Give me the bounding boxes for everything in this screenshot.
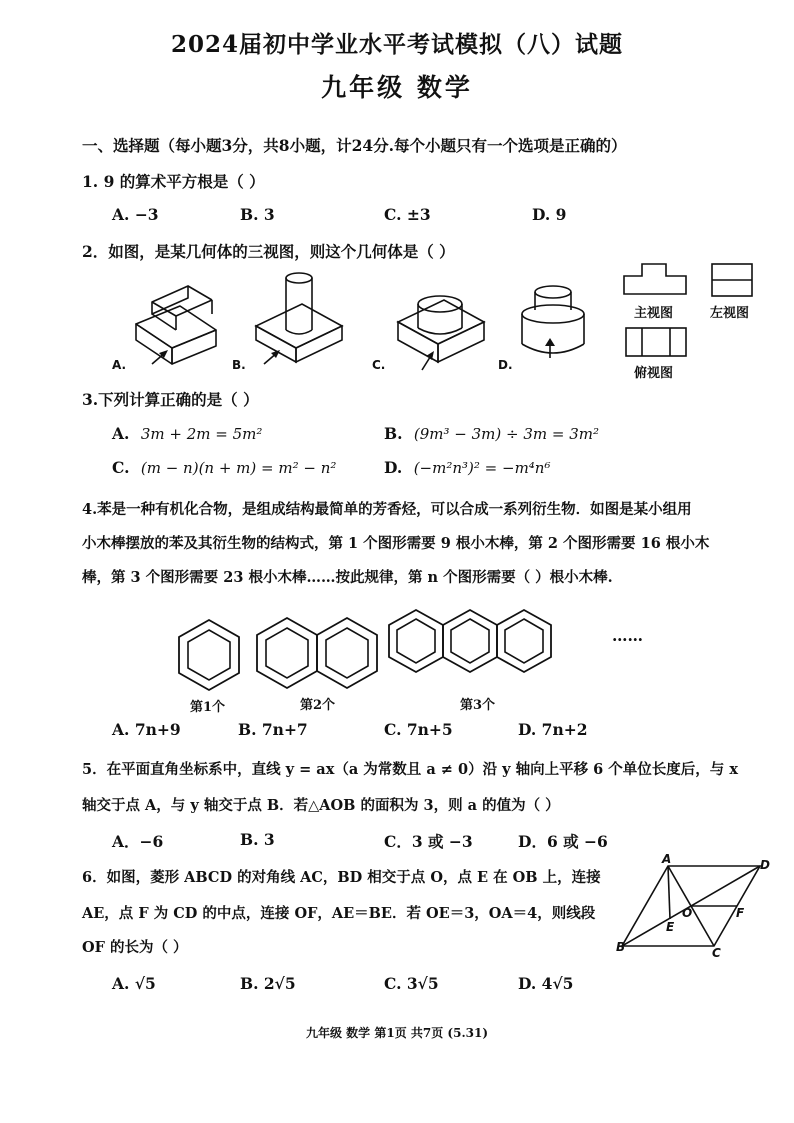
- q2-solid-a: [132, 292, 222, 372]
- q3-option-c: [112, 458, 336, 477]
- q2-label-b: B.: [232, 358, 246, 372]
- q2-left-view-label: 左视图: [710, 306, 750, 321]
- q2-left-view: [710, 262, 754, 298]
- q5-line-2: 轴交于点 A，与 y 轴交于点 B．若△AOB 的面积为 3，则 a 的值为（ ）: [82, 797, 560, 814]
- q2-top-view-label: 俯视图: [634, 366, 674, 381]
- q2-label-a: A.: [112, 358, 127, 372]
- q4-figure-1: [176, 618, 242, 694]
- q2-solid-d: [520, 284, 586, 364]
- q6-point-b: B: [616, 940, 626, 954]
- q5-option-b: B. 3: [240, 830, 275, 849]
- exam-subtitle: 九年级 数学: [321, 73, 473, 102]
- q3-option-b-expr: (9m³ − 3m) ÷ 3m = 3m²: [413, 425, 600, 443]
- q4-line-2: 小木棒摆放的苯及其衍生物的结构式，第 1 个图形需要 9 根小木棒，第 2 个图形需要 16 根小木: [82, 535, 710, 552]
- q4-option-c: C. 7n+5: [384, 720, 453, 739]
- q3-option-b: [384, 424, 599, 443]
- q3-option-d: [384, 458, 550, 477]
- q5-option-a: A．−6: [112, 832, 164, 851]
- q6-point-d: D: [760, 858, 770, 872]
- q6-point-e: E: [666, 920, 675, 934]
- q3-option-a: [112, 424, 262, 443]
- q4-figure-1-label: 第1个: [190, 700, 226, 715]
- exam-title: 2024届初中学业水平考试模拟（八）试题: [170, 31, 623, 58]
- q2-label-c: C.: [372, 358, 386, 372]
- q6-point-o: O: [682, 906, 693, 920]
- q1-option-b: B. 3: [240, 205, 275, 224]
- q1-option-d: D. 9: [532, 205, 567, 224]
- q6-line-2: AE，点 F 为 CD 的中点，连接 OF，AE＝BE．若 OE＝3，OA＝4，则线段: [82, 905, 596, 922]
- q2-stem: 2．如图，是某几何体的三视图，则这个几何体是（ ）: [82, 242, 455, 261]
- q4-line-3: 棒，第 3 个图形需要 23 根小木棒……按此规律，第 n 个图形需要（ ）根小木棒.: [82, 569, 613, 586]
- q2-solid-b: [250, 268, 350, 372]
- q2-label-d: D.: [498, 358, 513, 372]
- q4-figure-3: [388, 606, 558, 686]
- q3-option-b-label: B.: [384, 424, 403, 443]
- q2-top-view: [624, 326, 688, 358]
- q3-option-c-label: C.: [112, 458, 130, 477]
- q4-option-a: A. 7n+9: [112, 720, 181, 739]
- q2-front-view-label: 主视图: [634, 306, 674, 321]
- q3-option-a-expr: 3m + 2m = 5m²: [140, 425, 263, 443]
- q3-option-c-expr: (m − n)(n + m) = m² − n²: [140, 459, 337, 477]
- q4-ellipsis: ……: [612, 626, 643, 645]
- q6-line-1: 6．如图，菱形 ABCD 的对角线 AC，BD 相交于点 O，点 E 在 OB 上，连接: [82, 869, 601, 886]
- q4-line-1: 4.苯是一种有机化合物，是组成结构最简单的芳香烃，可以合成一系列衍生物．如图是某小组用: [82, 501, 692, 518]
- q6-point-f: F: [736, 906, 745, 920]
- q2-solid-c: [394, 292, 490, 372]
- q4-option-b: B. 7n+7: [238, 720, 308, 739]
- q5-option-d: D．6 或 −6: [518, 832, 608, 851]
- q2-front-view: [622, 262, 688, 296]
- q6-option-d: D. 4√5: [518, 974, 574, 993]
- q4-figure-2-label: 第2个: [300, 698, 336, 713]
- q1-stem: 1. 9 的算术平方根是（ ）: [82, 172, 265, 191]
- q3-stem: 3.下列计算正确的是（ ）: [82, 390, 259, 409]
- q1-option-c: C. ±3: [384, 205, 431, 224]
- q4-figure-2: [254, 614, 380, 694]
- q6-point-c: C: [712, 946, 721, 960]
- q6-point-a: A: [662, 852, 672, 866]
- page-footer: 九年级 数学 第1页 共7页 (5.31): [306, 1026, 488, 1040]
- q5-line-1: 5．在平面直角坐标系中，直线 y = ax（a 为常数且 a ≠ 0）沿 y 轴向上平移 6 个单位长度后，与 x: [82, 761, 738, 778]
- q3-option-d-label: D.: [384, 458, 403, 477]
- q4-figure-3-label: 第3个: [460, 698, 496, 713]
- q6-option-c: C. 3√5: [384, 974, 439, 993]
- q6-option-a: A. √5: [112, 974, 156, 993]
- q4-option-d: D. 7n+2: [518, 720, 588, 739]
- q3-option-d-expr: (−m²n³)² = −m⁴n⁶: [413, 459, 551, 477]
- q5-option-c: C．3 或 −3: [384, 832, 473, 851]
- section-heading: 一、选择题（每小题3分，共8小题，计24分.每个小题只有一个选项是正确的）: [82, 136, 627, 155]
- q6-option-b: B. 2√5: [240, 974, 296, 993]
- q3-option-a-label: A.: [112, 424, 130, 443]
- q1-option-a: A. −3: [112, 205, 159, 224]
- q6-line-3: OF 的长为（ ）: [82, 939, 188, 956]
